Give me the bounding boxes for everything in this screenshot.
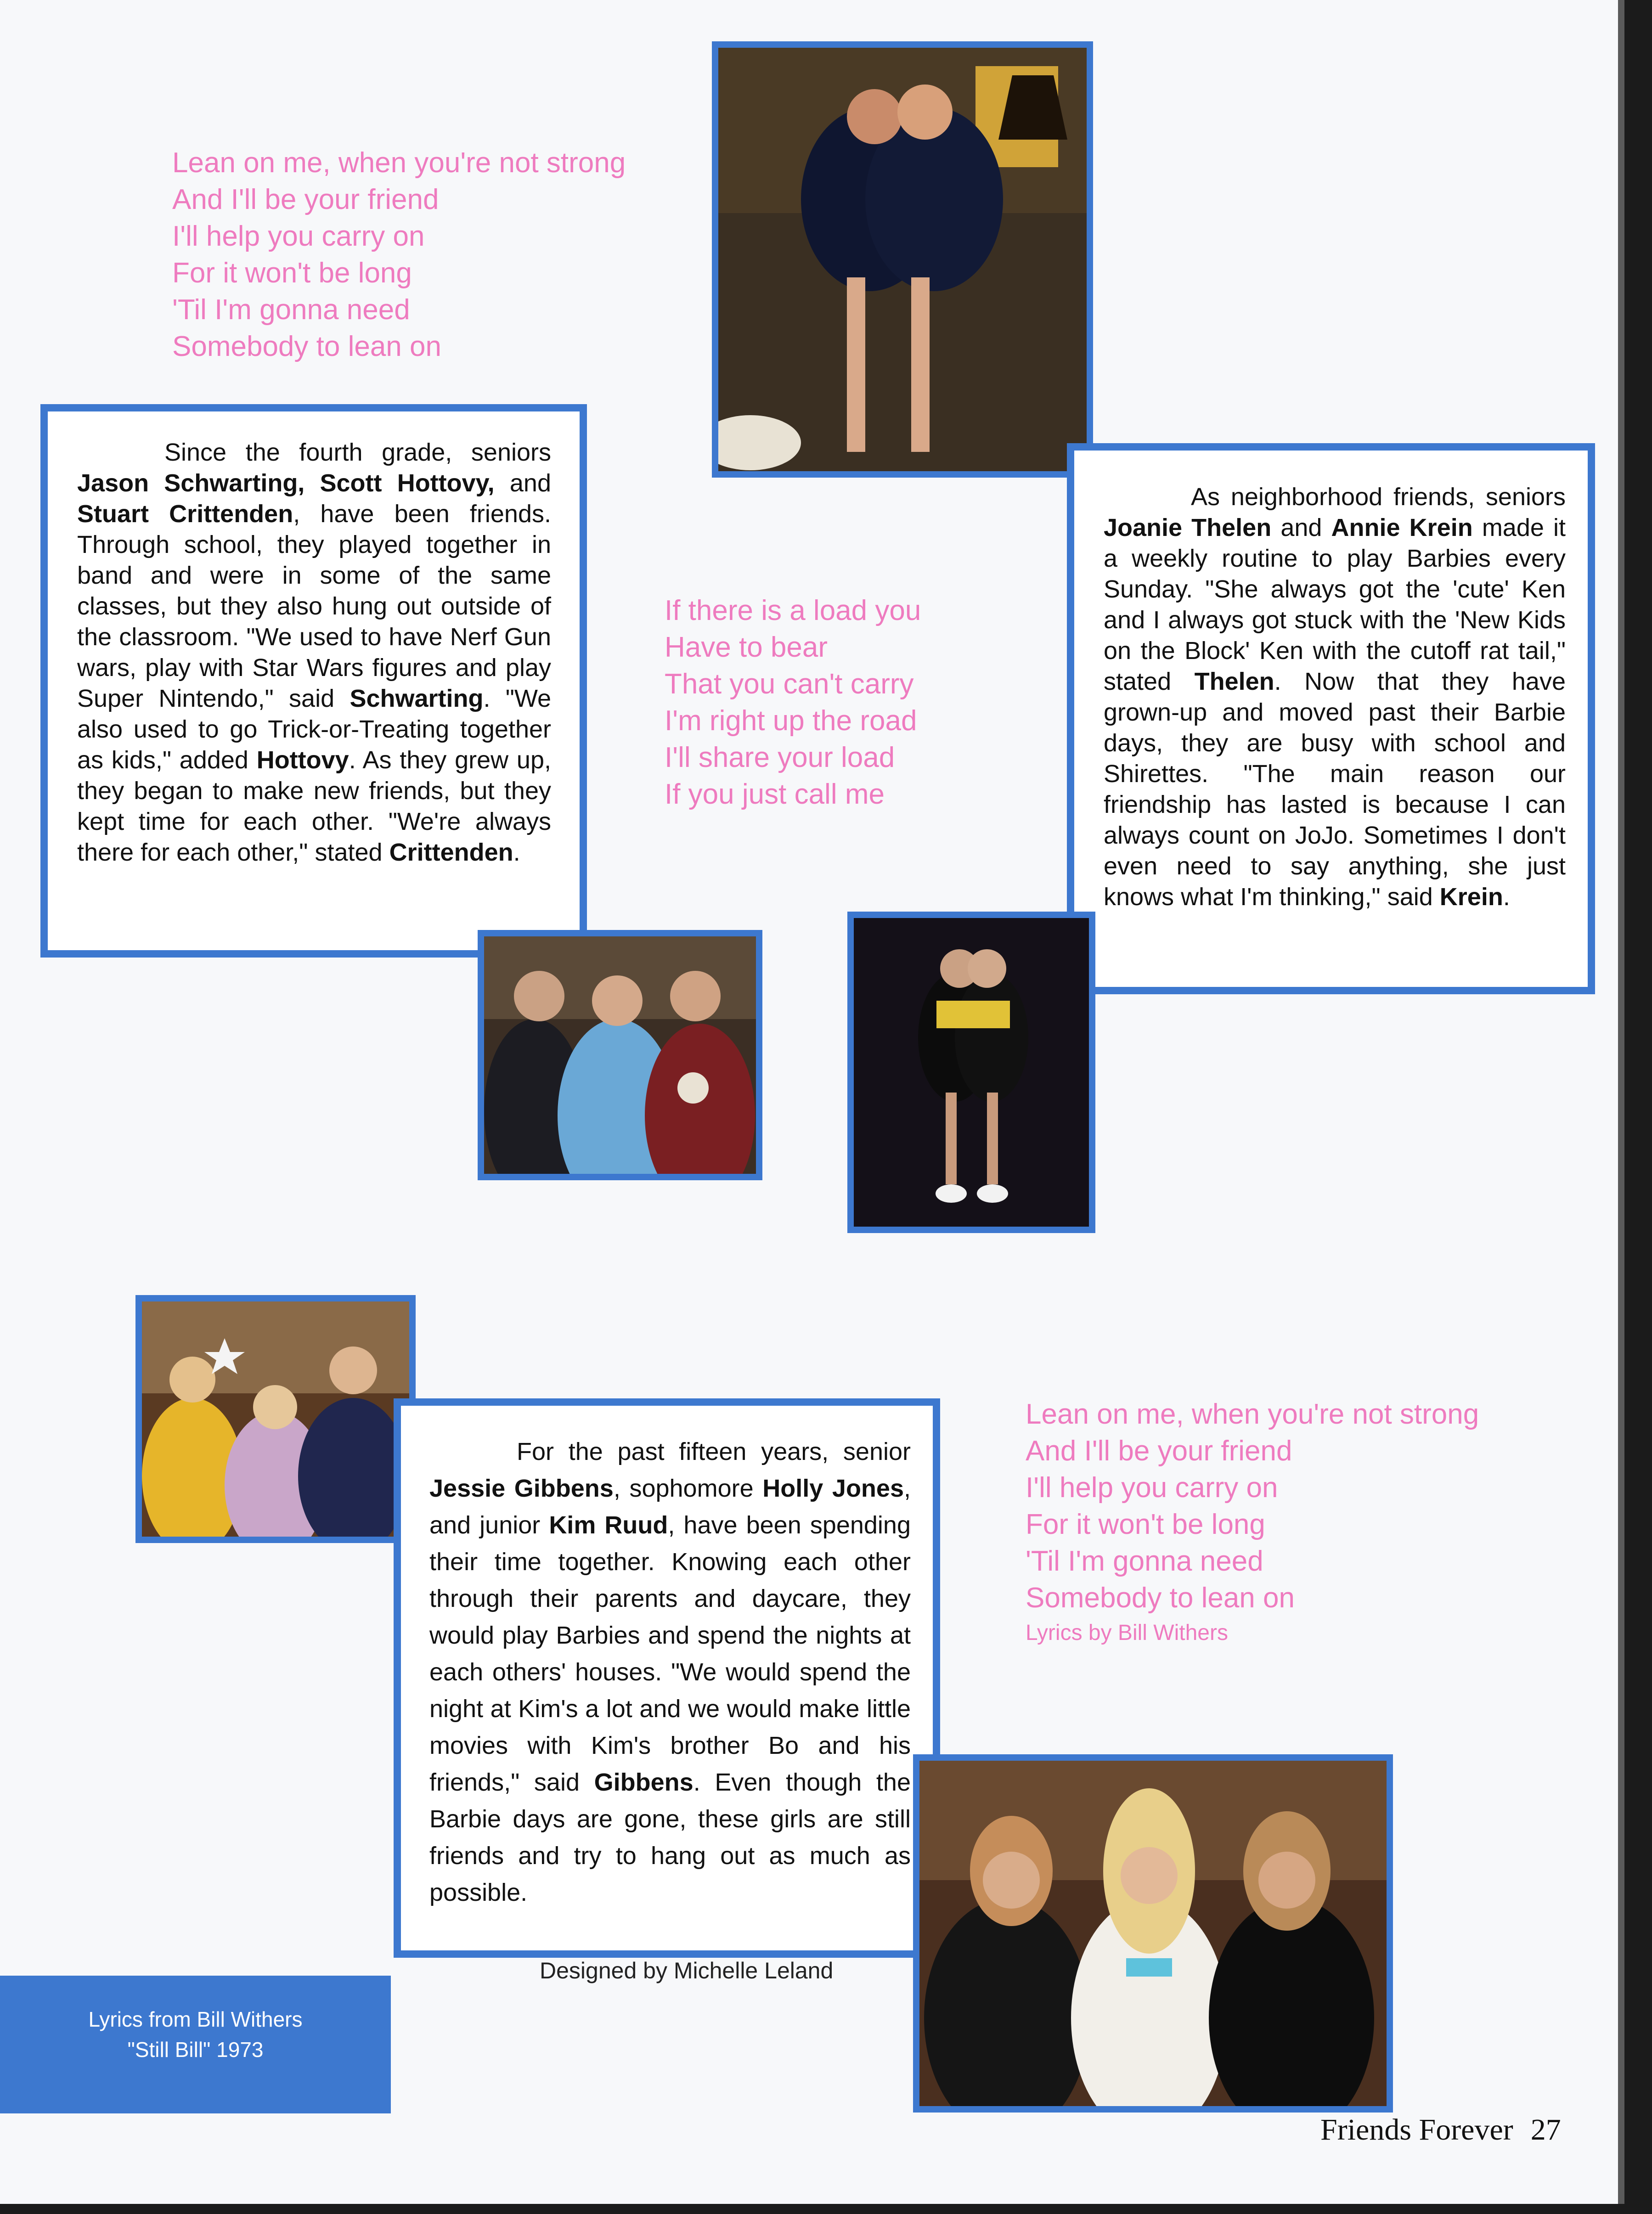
lyrics-bottom	[1026, 1396, 1479, 1650]
lyrics-source-line: Lyrics from Bill Withers	[88, 2007, 303, 2031]
story-neighbors-text: As neighborhood friends, seniors Joanie Thelen and Annie Krein made it a weekly routine to play Barbies every Sunday. "She always got the 'cute' Ken and I always got stuck with the 'New Kids on the Block' Ken with the cutoff rat tail," stated Thelen. Now that they have grown-up and moved past their Barbie days, they are busy with school and Shirettes. "The main reason our friendship has lasted is because I can always count on JoJo. Sometimes I don't even need to say anything, she just knows what I'm thinking," said Krein.	[1104, 483, 1566, 911]
name-bold: Holly Jones	[762, 1475, 904, 1502]
lyric-line: Have to bear	[665, 631, 828, 663]
lyrics-source-box	[0, 1976, 391, 2113]
lyrics-source-line: "Still Bill" 1973	[127, 2038, 264, 2062]
photo-kids-costumes	[135, 1295, 416, 1543]
lyric-line: I'll help you carry on	[172, 220, 425, 252]
lyric-line: Somebody to lean on	[1026, 1582, 1295, 1614]
photo-kids-costumes-image	[142, 1301, 409, 1537]
photo-three-girls-image	[919, 1761, 1387, 2106]
photo-three-girls	[913, 1754, 1393, 2113]
story-boys-text: Since the fourth grade, seniors Jason Schwarting, Scott Hottovy, and Stuart Crittenden, have been friends. Through school, they played together in band and were in some of the same classes, but they also hung out outside of the classroom. "We used to have Nerf Gun wars, play with Star Wars figures and play Super Nintendo," said Schwarting. "We also used to go Trick-or-Treating together as kids," added Hottovy. As they grew up, they began to make new friends, but they kept time for each other. "We're always there for each other," stated Crittenden.	[77, 439, 551, 866]
lyric-line: Lean on me, when you're not strong	[172, 147, 626, 179]
lyric-line: I'll help you carry on	[1026, 1472, 1278, 1504]
lyrics-top	[172, 145, 626, 365]
lyrics-credit: Lyrics by Bill Withers	[1026, 1621, 1228, 1645]
story-box-boys	[40, 404, 587, 958]
lyric-line: 'Til I'm gonna need	[1026, 1545, 1263, 1577]
photo-cheer-uniforms	[847, 912, 1095, 1233]
designer-credit: Designed by Michelle Leland	[540, 1958, 834, 1983]
name-bold: Jason Schwarting, Scott Hottovy,	[77, 469, 495, 497]
page-spine	[1624, 0, 1652, 2214]
name-bold: Joanie Thelen	[1104, 514, 1272, 541]
name-bold: Jessie Gibbens	[429, 1475, 614, 1502]
lyric-line: If you just call me	[665, 778, 885, 810]
photo-three-boys-image	[484, 936, 756, 1174]
story-box-neighbors	[1067, 443, 1595, 994]
lyric-line: For it won't be long	[172, 257, 412, 289]
page-number: 27	[1530, 2113, 1561, 2146]
lyric-line: 'Til I'm gonna need	[172, 294, 410, 326]
name-bold: Stuart Crittenden	[77, 500, 293, 528]
lyrics-middle	[665, 592, 921, 813]
lyric-line: I'm right up the road	[665, 705, 917, 737]
lyric-line: I'll share your load	[665, 742, 895, 773]
name-bold: Annie Krein	[1331, 514, 1473, 541]
name-bold: Thelen	[1194, 668, 1274, 695]
section-title: Friends Forever	[1320, 2113, 1513, 2146]
photo-cheer-uniforms-image	[854, 918, 1089, 1227]
story-box-girls	[394, 1398, 940, 1958]
lyric-line: And I'll be your friend	[172, 184, 439, 215]
lyric-line: Somebody to lean on	[172, 331, 441, 362]
name-bold: Krein	[1439, 883, 1503, 911]
photo-three-boys	[478, 930, 762, 1180]
photo-two-girls-posing	[712, 41, 1093, 478]
name-bold: Crittenden	[389, 839, 513, 866]
page-folio	[1320, 2113, 1561, 2147]
photo-two-girls-posing-image	[718, 48, 1087, 471]
name-bold: Schwarting	[350, 685, 484, 712]
story-girls-text: For the past fifteen years, senior Jessie Gibbens, sophomore Holly Jones, and junior Kim Ruud, have been spending their time together. Knowing each other through their parents and daycare, they would play Barbies and spend the nights at each others' houses. "We would spend the night at Kim's a lot and we would make little movies with Kim's brother Bo and his friends," said Gibbens. Even though the Barbie days are gone, these girls are still friends and try to hang out as much as possible.	[429, 1438, 911, 1906]
name-bold: Gibbens	[594, 1769, 694, 1796]
lyric-line: For it won't be long	[1026, 1509, 1265, 1540]
lyric-line: And I'll be your friend	[1026, 1435, 1292, 1467]
name-bold: Hottovy	[256, 746, 349, 774]
page-spine-shadow	[1618, 0, 1624, 2214]
lyric-line: Lean on me, when you're not strong	[1026, 1398, 1479, 1430]
lyric-line: If there is a load you	[665, 595, 921, 626]
page-bottom-edge	[0, 2204, 1652, 2214]
name-bold: Kim Ruud	[549, 1511, 668, 1539]
lyric-line: That you can't carry	[665, 668, 914, 700]
